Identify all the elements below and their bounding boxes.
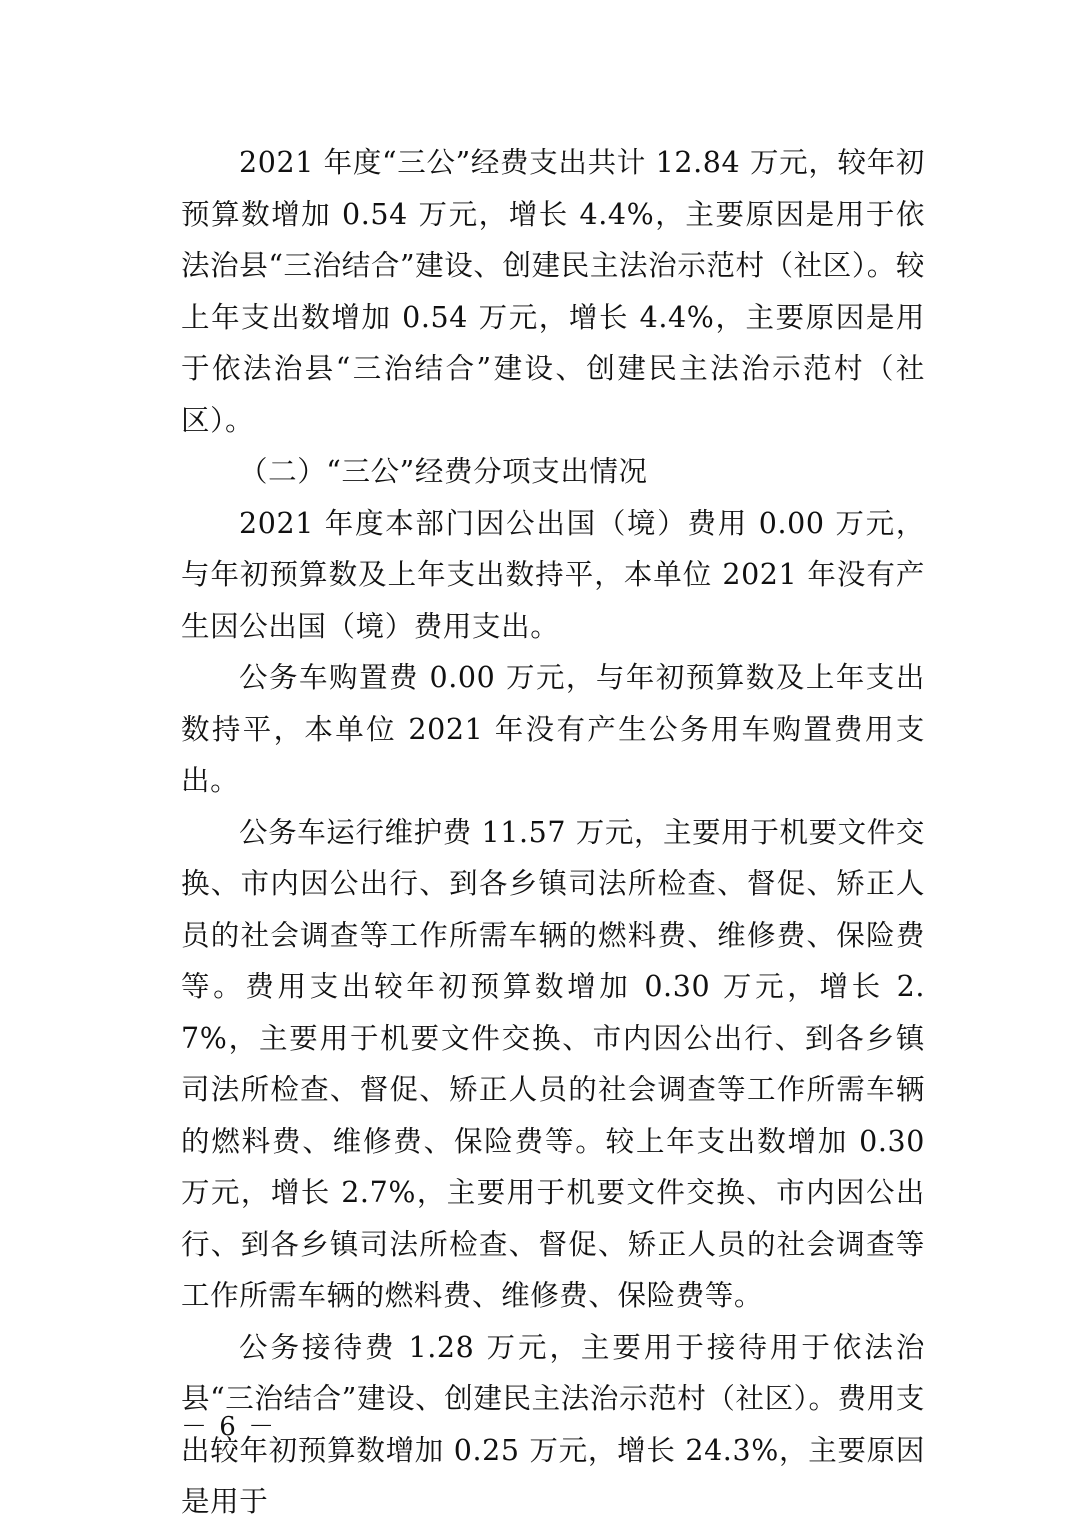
section-heading: （二）“三公”经费分项支出情况	[239, 455, 648, 488]
paragraph-vehicle-purchase: 公务车购置费 0.00 万元，与年初预算数及上年支出数持平，本单位 2021 年没有产生公务用车购置费用支出。	[181, 661, 925, 797]
paragraph-summary-total: 2021 年度“三公”经费支出共计 12.84 万元，较年初预算数增加 0.54 万元，增长 4.4%，主要原因是用于依法治县“三治结合”建设、创建民主法治示范村（社区）。较上年支出数增加 0.54 万元，增长 4.4%，主要原因是用于依法治县“三治结合”建设、创建民主法治示范村（社区）。	[181, 146, 925, 437]
paragraph-vehicle-maintenance: 公务车运行维护费 11.57 万元，主要用于机要文件交换、市内因公出行、到各乡镇司法所检查、督促、矫正人员的社会调查等工作所需车辆的燃料费、维修费、保险费等。费用支出较年初预算数增加 0.30 万元，增长 2.7%，主要用于机要文件交换、市内因公出行、到各乡镇司法所检查、督促、矫正人员的社会调查等工作所需车辆的燃料费、维修费、保险费等。较上年支出数增加 0.30 万元，增长 2.7%，主要用于机要文件交换、市内因公出行、到各乡镇司法所检查、督促、矫正人员的社会调查等工作所需车辆的燃料费、维修费、保险费等。	[181, 815, 925, 1312]
document-body	[181, 137, 925, 1528]
page-number: － 6 －	[181, 1412, 277, 1442]
paragraph-abroad-expense: 2021 年度本部门因公出国（境）费用 0.00 万元，与年初预算数及上年支出数持平，本单位 2021 年没有产生因公出国（境）费用支出。	[181, 506, 925, 643]
paragraph-reception-expense: 公务接待费 1.28 万元，主要用于接待用于依法治县“三治结合”建设、创建民主法治示范村（社区）。费用支出较年初预算数增加 0.25 万元，增长 24.3%，主要原因是用于	[181, 1330, 925, 1518]
